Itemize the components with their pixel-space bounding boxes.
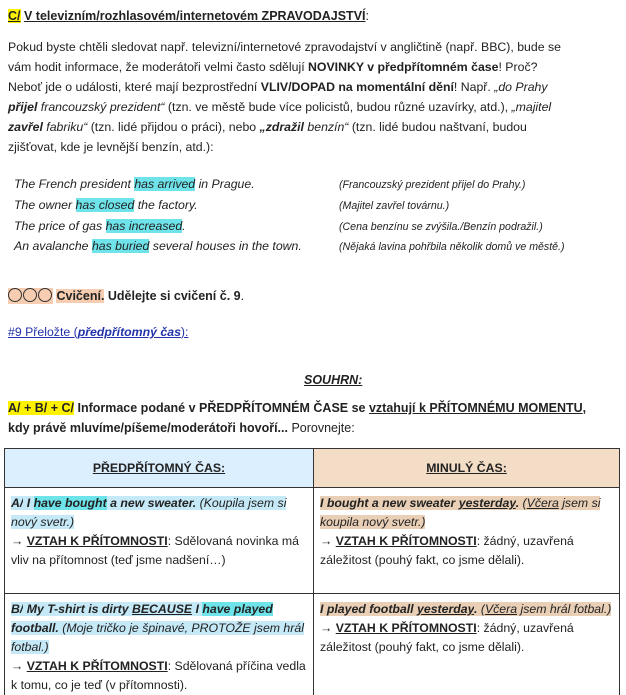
circle-icon bbox=[23, 288, 37, 302]
header-present-perfect: PŘEDPŘÍTOMNÝ ČAS: bbox=[5, 449, 314, 488]
example-cz: (Francouzský prezident přijel do Prahy.) bbox=[339, 175, 525, 195]
intro-paragraph bbox=[8, 37, 620, 157]
section-c-colon: : bbox=[366, 9, 369, 23]
comparison-table bbox=[4, 448, 620, 695]
cell-a-past-simple: I bought a new sweater yesterday. (Včera jsem si koupila nový svetr.) → VZTAH K PŘÍTOMNOSTI: žádný, uzavřená záležitost (pouhý fakt, co jsme dělali). bbox=[314, 488, 620, 594]
para-line-1: Pokud byste chtěli sledovat např. televizní/internetové zpravodajství v angličtině (např. BBC), bude se bbox=[8, 37, 620, 57]
example-en: An avalanche has buried several houses in the town. bbox=[14, 236, 302, 256]
circle-icon bbox=[8, 288, 22, 302]
example-cz: (Nějaká lavina pohřbila několik domů ve městě.) bbox=[339, 237, 565, 257]
example-en: The price of gas has increased. bbox=[14, 216, 186, 236]
summary-title: SOUHRN: bbox=[304, 370, 362, 390]
section-c-heading bbox=[8, 6, 369, 26]
para-line-4: přijel francouzský prezident“ (tzn. ve městě bude více policistů, budou různé uzavírky, atd.), „majitel bbox=[8, 97, 620, 117]
exercise-label: Cvičení. bbox=[56, 289, 104, 303]
para-line-2: vám hodit informace, že moderátoři velmi často sdělují NOVINKY v předpřítomném čase! Proč? bbox=[8, 57, 620, 77]
summary-text: A/ + B/ + C/ Informace podané v PŘEDPŘÍTOMNÉM ČASE se vztahují k PŘÍTOMNÉMU MOMENTU, kdy právě mluvíme/píšeme/moderátoři hovoří... Porovnejte: bbox=[8, 398, 620, 438]
para-line-6: zjišťovat, kde je levnější benzín, atd.): bbox=[8, 137, 620, 157]
example-en: The owner has closed the factory. bbox=[14, 195, 198, 215]
header-past-simple: MINULÝ ČAS: bbox=[314, 449, 620, 488]
exercise-line: Cvičení. Udělejte si cvičení č. 9. bbox=[8, 286, 244, 306]
example-en: The French president has arrived in Prague. bbox=[14, 174, 255, 194]
cell-a-present-perfect: A/ I have bought a new sweater. (Koupila jsem si nový svetr.) → VZTAH K PŘÍTOMNOSTI: Sdělovaná novinka má vliv na přítomnost (teď jsme nadšení…) bbox=[5, 488, 314, 594]
exercise-text: Udělejte si cvičení č. 9 bbox=[104, 289, 240, 303]
cell-b-past-simple: I played football yesterday. (Včera jsem hrál fotbal.) → VZTAH K PŘÍTOMNOSTI: žádný, uzavřená záležitost (pouhý fakt, co jsme dělali). bbox=[314, 594, 620, 695]
example-cz: (Majitel zavřel továrnu.) bbox=[339, 196, 449, 216]
example-cz: (Cena benzínu se zvýšila./Benzín podražil.) bbox=[339, 217, 543, 237]
section-c-label: C/ bbox=[8, 9, 21, 23]
para-line-3: Neboť jde o události, které mají bezprostřední VLIV/DOPAD na momentální dění! Např. „do Prahy bbox=[8, 77, 620, 97]
section-c-title: V televizním/rozhlasovém/internetovém ZPRAVODAJSTVÍ bbox=[24, 9, 366, 23]
exercise-9-link[interactable]: #9 Přeložte (předpřítomný čas): bbox=[8, 322, 188, 342]
circle-icon bbox=[38, 288, 52, 302]
cell-b-present-perfect: B/ My T-shirt is dirty BECAUSE I have played football. (Moje tričko je špinavé, PROTOŽE jsem hrál fotbal.) → VZTAH K PŘÍTOMNOSTI: Sdělovaná příčina vedla k tomu, co je teď (v přítomnosti). bbox=[5, 594, 314, 695]
exercise-circles bbox=[8, 288, 53, 304]
summary-label: A/ + B/ + C/ bbox=[8, 401, 74, 415]
para-line-5: zavřel fabriku“ (tzn. lidé přijdou o práci), nebo „zdražil benzín“ (tzn. lidé budou naštvaní, budou bbox=[8, 117, 620, 137]
